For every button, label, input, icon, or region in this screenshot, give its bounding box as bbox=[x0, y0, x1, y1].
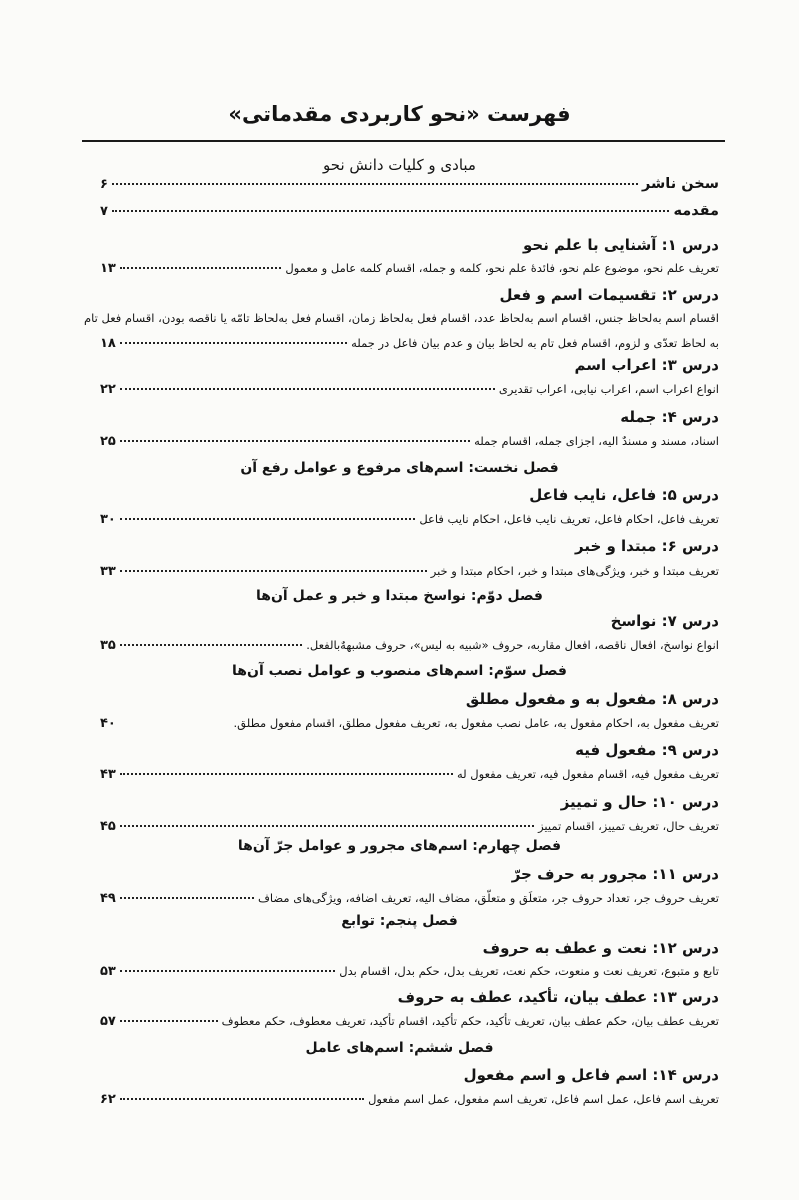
front-matter-entry bbox=[100, 176, 719, 192]
lesson-title: درس ۱۳: عطف بیان، تأکید، عطف به حروف bbox=[397, 988, 719, 1006]
page-number: ۱۳ bbox=[100, 261, 116, 276]
dot-leader bbox=[120, 970, 335, 972]
lesson-topics-row bbox=[100, 767, 719, 782]
lesson-title: درس ۱۲: نعت و عطف به حروف bbox=[482, 939, 719, 957]
lesson-topics: اسناد، مسند و مسندٌ الیه، اجزای جمله، اقسام جمله bbox=[474, 434, 719, 448]
lesson-topics-row bbox=[100, 512, 719, 527]
lesson-topics: تعریف اسم فاعل، عمل اسم فاعل، تعریف اسم مفعول، عمل اسم مفعول bbox=[368, 1092, 719, 1106]
lesson-topics-line: اقسام اسم به‌لحاظ جنس، اقسام اسم به‌لحاظ عدد، اقسام فعل به‌لحاظ زمان، اقسام فعل به‌لحاظ تامّه یا ناقصه بودن، اقسام فعل تام bbox=[84, 311, 719, 325]
lesson-topics-row bbox=[100, 716, 719, 731]
lesson-topics-row bbox=[100, 819, 719, 834]
dot-leader bbox=[120, 825, 534, 827]
dot-leader bbox=[120, 342, 347, 344]
lesson-topics: تعریف مفعول به، احکام مفعول به، عامل نصب مفعول به، تعریف مفعول مطلق، اقسام مفعول مطلق. bbox=[233, 716, 719, 730]
dot-leader bbox=[120, 440, 470, 442]
page-number: ۵۳ bbox=[100, 964, 116, 979]
dot-leader bbox=[120, 388, 495, 390]
lesson-topics: تعریف عطف بیان، حکم عطف بیان، تعریف تأکید، حکم تأکید، اقسام تأکید، تعریف معطوف، حکم معطوف bbox=[221, 1014, 719, 1028]
lesson-title: درس ۲: تقسیمات اسم و فعل bbox=[499, 286, 719, 304]
lesson-title: درس ۳: اعراب اسم bbox=[574, 356, 719, 374]
lesson-title: درس ۷: نواسخ bbox=[610, 612, 719, 630]
page-number: ۳۵ bbox=[100, 638, 116, 653]
lesson-topics-row bbox=[100, 261, 719, 276]
section-heading: فصل چهارم: اسم‌های مجرور و عوامل جرّ آن‌ها bbox=[237, 838, 562, 854]
page-number: ۴۹ bbox=[100, 891, 116, 906]
lesson-topics: تعریف حال، تعریف تمییز، اقسام تمییز bbox=[538, 819, 719, 833]
page-number: ۴۳ bbox=[100, 767, 116, 782]
entry-label: سخن ناشر bbox=[642, 176, 719, 192]
dot-leader bbox=[120, 1098, 364, 1100]
lesson-topics: تعریف مفعول فیه، اقسام مفعول فیه، تعریف مفعول له bbox=[456, 767, 719, 781]
lesson-title: درس ۱۰: حال و تمییز bbox=[560, 793, 719, 811]
dot-leader bbox=[120, 773, 453, 775]
entry-label: مقدمه bbox=[673, 203, 719, 219]
lesson-topics: انواع اعراب اسم، اعراب نیابی، اعراب تقدیری bbox=[498, 382, 719, 396]
dot-leader bbox=[120, 644, 302, 646]
dot-leader bbox=[112, 210, 670, 212]
lesson-topics-row bbox=[100, 1014, 719, 1029]
page-number: ۲۲ bbox=[100, 382, 116, 397]
page-number: ۴۵ bbox=[100, 819, 116, 834]
lesson-topics: تعریف علم نحو، موضوع علم نحو، فائدۀ علم نحو، کلمه و جمله، اقسام کلمه عامل و معمول bbox=[285, 261, 719, 275]
front-matter-entry bbox=[100, 203, 719, 219]
lesson-topics-row bbox=[100, 638, 719, 653]
lesson-topics: انواع نواسخ، افعال ناقصه، افعال مقاربه، حروف «شبیه به لیس»، حروف مشبههٌ‌بالفعل. bbox=[306, 638, 719, 652]
page-number: ۶ bbox=[100, 177, 108, 192]
lesson-topics-row bbox=[100, 382, 719, 397]
lesson-title: درس ۱: آشنایی با علم نحو bbox=[522, 236, 719, 254]
dot-leader bbox=[112, 183, 638, 185]
lesson-topics: تعریف مبتدا و خبر، ویژگی‌های مبتدا و خبر، احکام مبتدا و خبر bbox=[430, 564, 719, 578]
page-number: ۵۷ bbox=[100, 1014, 116, 1029]
lesson-title: درس ۱۱: مجرور به حرف جرّ bbox=[511, 865, 719, 883]
dot-leader bbox=[120, 570, 427, 572]
page-number: ۲۵ bbox=[100, 434, 116, 449]
lesson-title: درس ۵: فاعل، نایب فاعل bbox=[529, 486, 719, 504]
lesson-title: درس ۸: مفعول به و مفعول مطلق bbox=[465, 690, 719, 708]
section-heading: فصل ششم: اسم‌های عامل bbox=[305, 1040, 494, 1056]
lesson-title: درس ۶: مبتدا و خبر bbox=[574, 537, 719, 555]
section-heading: فصل نخست: اسم‌های مرفوع و عوامل رفع آن bbox=[240, 460, 559, 476]
dot-leader bbox=[120, 1020, 218, 1022]
lesson-topics-row bbox=[100, 336, 719, 351]
lesson-topics: تعریف حروف جر، تعداد حروف جر، متعلَق و متعلّق، مضاف الیه، تعریف اضافه، ویژگی‌های مضاف bbox=[257, 891, 719, 905]
page-number: ۷ bbox=[100, 204, 108, 219]
page-number: ۱۸ bbox=[100, 336, 116, 351]
lesson-title: درس ۹: مفعول فیه bbox=[575, 741, 719, 759]
lesson-topics-row bbox=[100, 1092, 719, 1107]
lesson-topics-row bbox=[100, 964, 719, 979]
lesson-topics-row bbox=[100, 564, 719, 579]
page-number: ۳۳ bbox=[100, 564, 116, 579]
dot-leader bbox=[120, 518, 415, 520]
page-number: ۳۰ bbox=[100, 512, 116, 527]
lesson-topics: تعریف فاعل، احکام فاعل، تعریف نایب فاعل، احکام نایب فاعل bbox=[419, 512, 719, 526]
lesson-topics: تابع و متبوع، تعریف نعت و منعوت، حکم نعت، تعریف بدل، حکم بدل، اقسام بدل bbox=[339, 964, 719, 978]
lesson-title: درس ۱۴: اسم فاعل و اسم مفعول bbox=[463, 1066, 719, 1084]
dot-leader bbox=[120, 897, 254, 899]
page-number: ۶۲ bbox=[100, 1092, 116, 1107]
page-number: ۴۰ bbox=[100, 716, 116, 731]
lesson-title: درس ۴: جمله bbox=[620, 408, 719, 426]
lesson-topics-row bbox=[100, 434, 719, 449]
section-heading: فصل سوّم: اسم‌های منصوب و عوامل نصب آن‌ها bbox=[232, 663, 567, 679]
lesson-topics: به لحاظ تعدّی و لزوم، اقسام فعل تام به لحاظ بیان و عدم بیان فاعل در جمله bbox=[351, 336, 719, 350]
section-heading: فصل پنجم: توابع bbox=[341, 913, 458, 929]
section-heading: فصل دوّم: نواسخ مبتدا و خبر و عمل آن‌ها bbox=[256, 588, 543, 604]
lesson-topics-row bbox=[100, 891, 719, 906]
page-title: فهرست «نحو کاربردی مقدماتی» bbox=[228, 102, 571, 126]
intro-heading: مبادی و کلیات دانش نحو bbox=[323, 156, 476, 174]
dot-leader bbox=[120, 267, 282, 269]
